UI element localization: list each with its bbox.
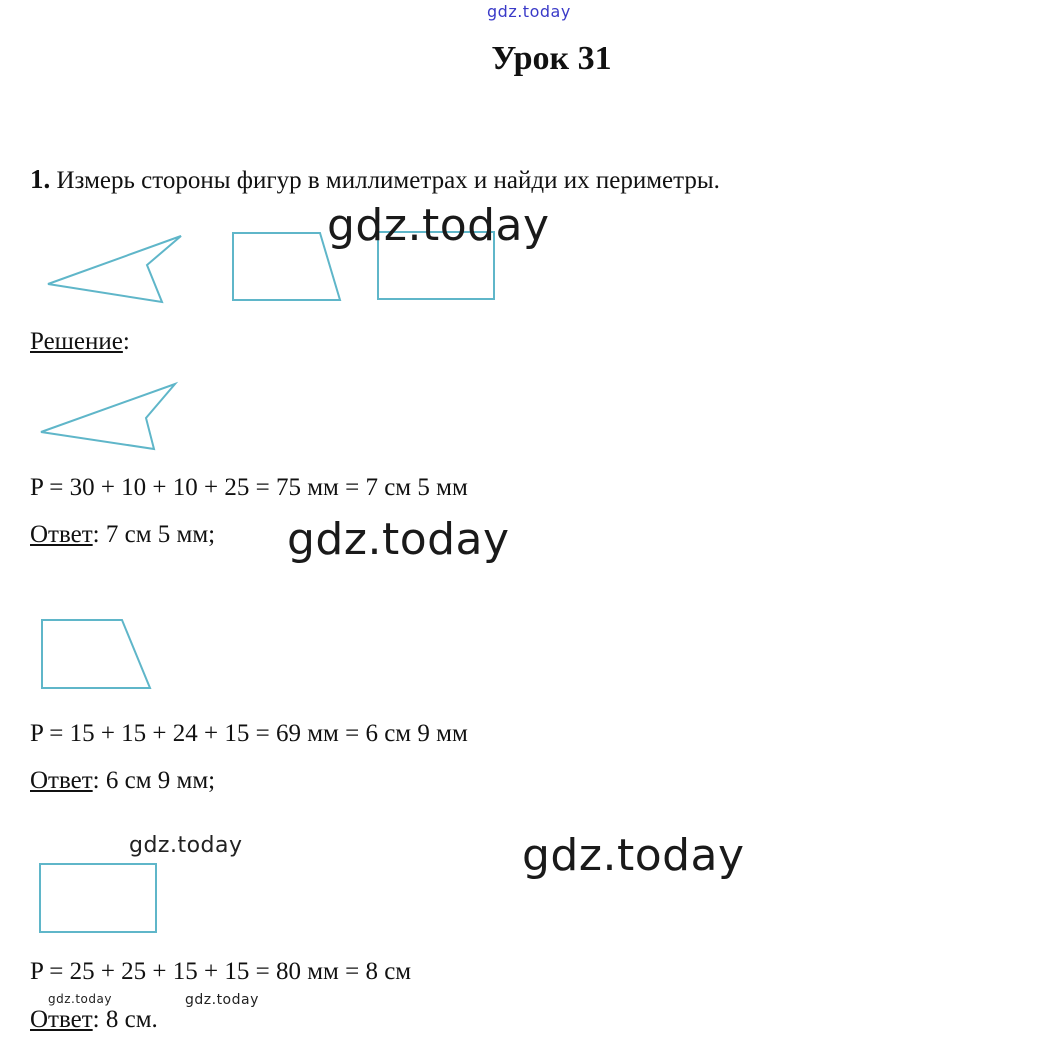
solution-heading-suffix: : [122,328,130,355]
answer-3-value: : 8 см. [92,1006,158,1033]
answer-1-label: Ответ [30,521,93,548]
page-title: Урок 31 [491,40,612,77]
answer-2-value: : 6 см 9 мм; [92,767,216,794]
answer-1 [30,521,215,549]
watermark-3: gdz.today [129,833,243,858]
watermark-5: gdz.today [48,992,112,1006]
answer-2 [30,767,215,795]
watermark-top: gdz.today [487,2,571,21]
watermark-4: gdz.today [522,830,745,881]
formula-3: P = 25 + 25 + 15 + 15 = 80 мм = 8 см [30,958,412,985]
solution-rectangle-shape [0,0,1,1]
task-text: Измерь стороны фигур в миллиметрах и найди их периметры. [56,167,720,194]
watermark-2: gdz.today [287,514,510,565]
answer-2-label: Ответ [30,767,93,794]
answer-1-value: : 7 см 5 мм; [92,521,216,548]
solution-heading [30,328,130,356]
task-number: 1. [30,164,51,194]
solution-heading-label: Решение [30,328,123,355]
watermark-1: gdz.today [327,200,550,251]
task-statement [30,164,720,195]
answer-3 [30,1006,158,1034]
formula-1: P = 30 + 10 + 10 + 25 = 75 мм = 7 см 5 мм [30,474,468,501]
watermark-6: gdz.today [185,992,259,1008]
formula-2: P = 15 + 15 + 24 + 15 = 69 мм = 6 см 9 мм [30,720,468,747]
answer-3-label: Ответ [30,1006,93,1033]
